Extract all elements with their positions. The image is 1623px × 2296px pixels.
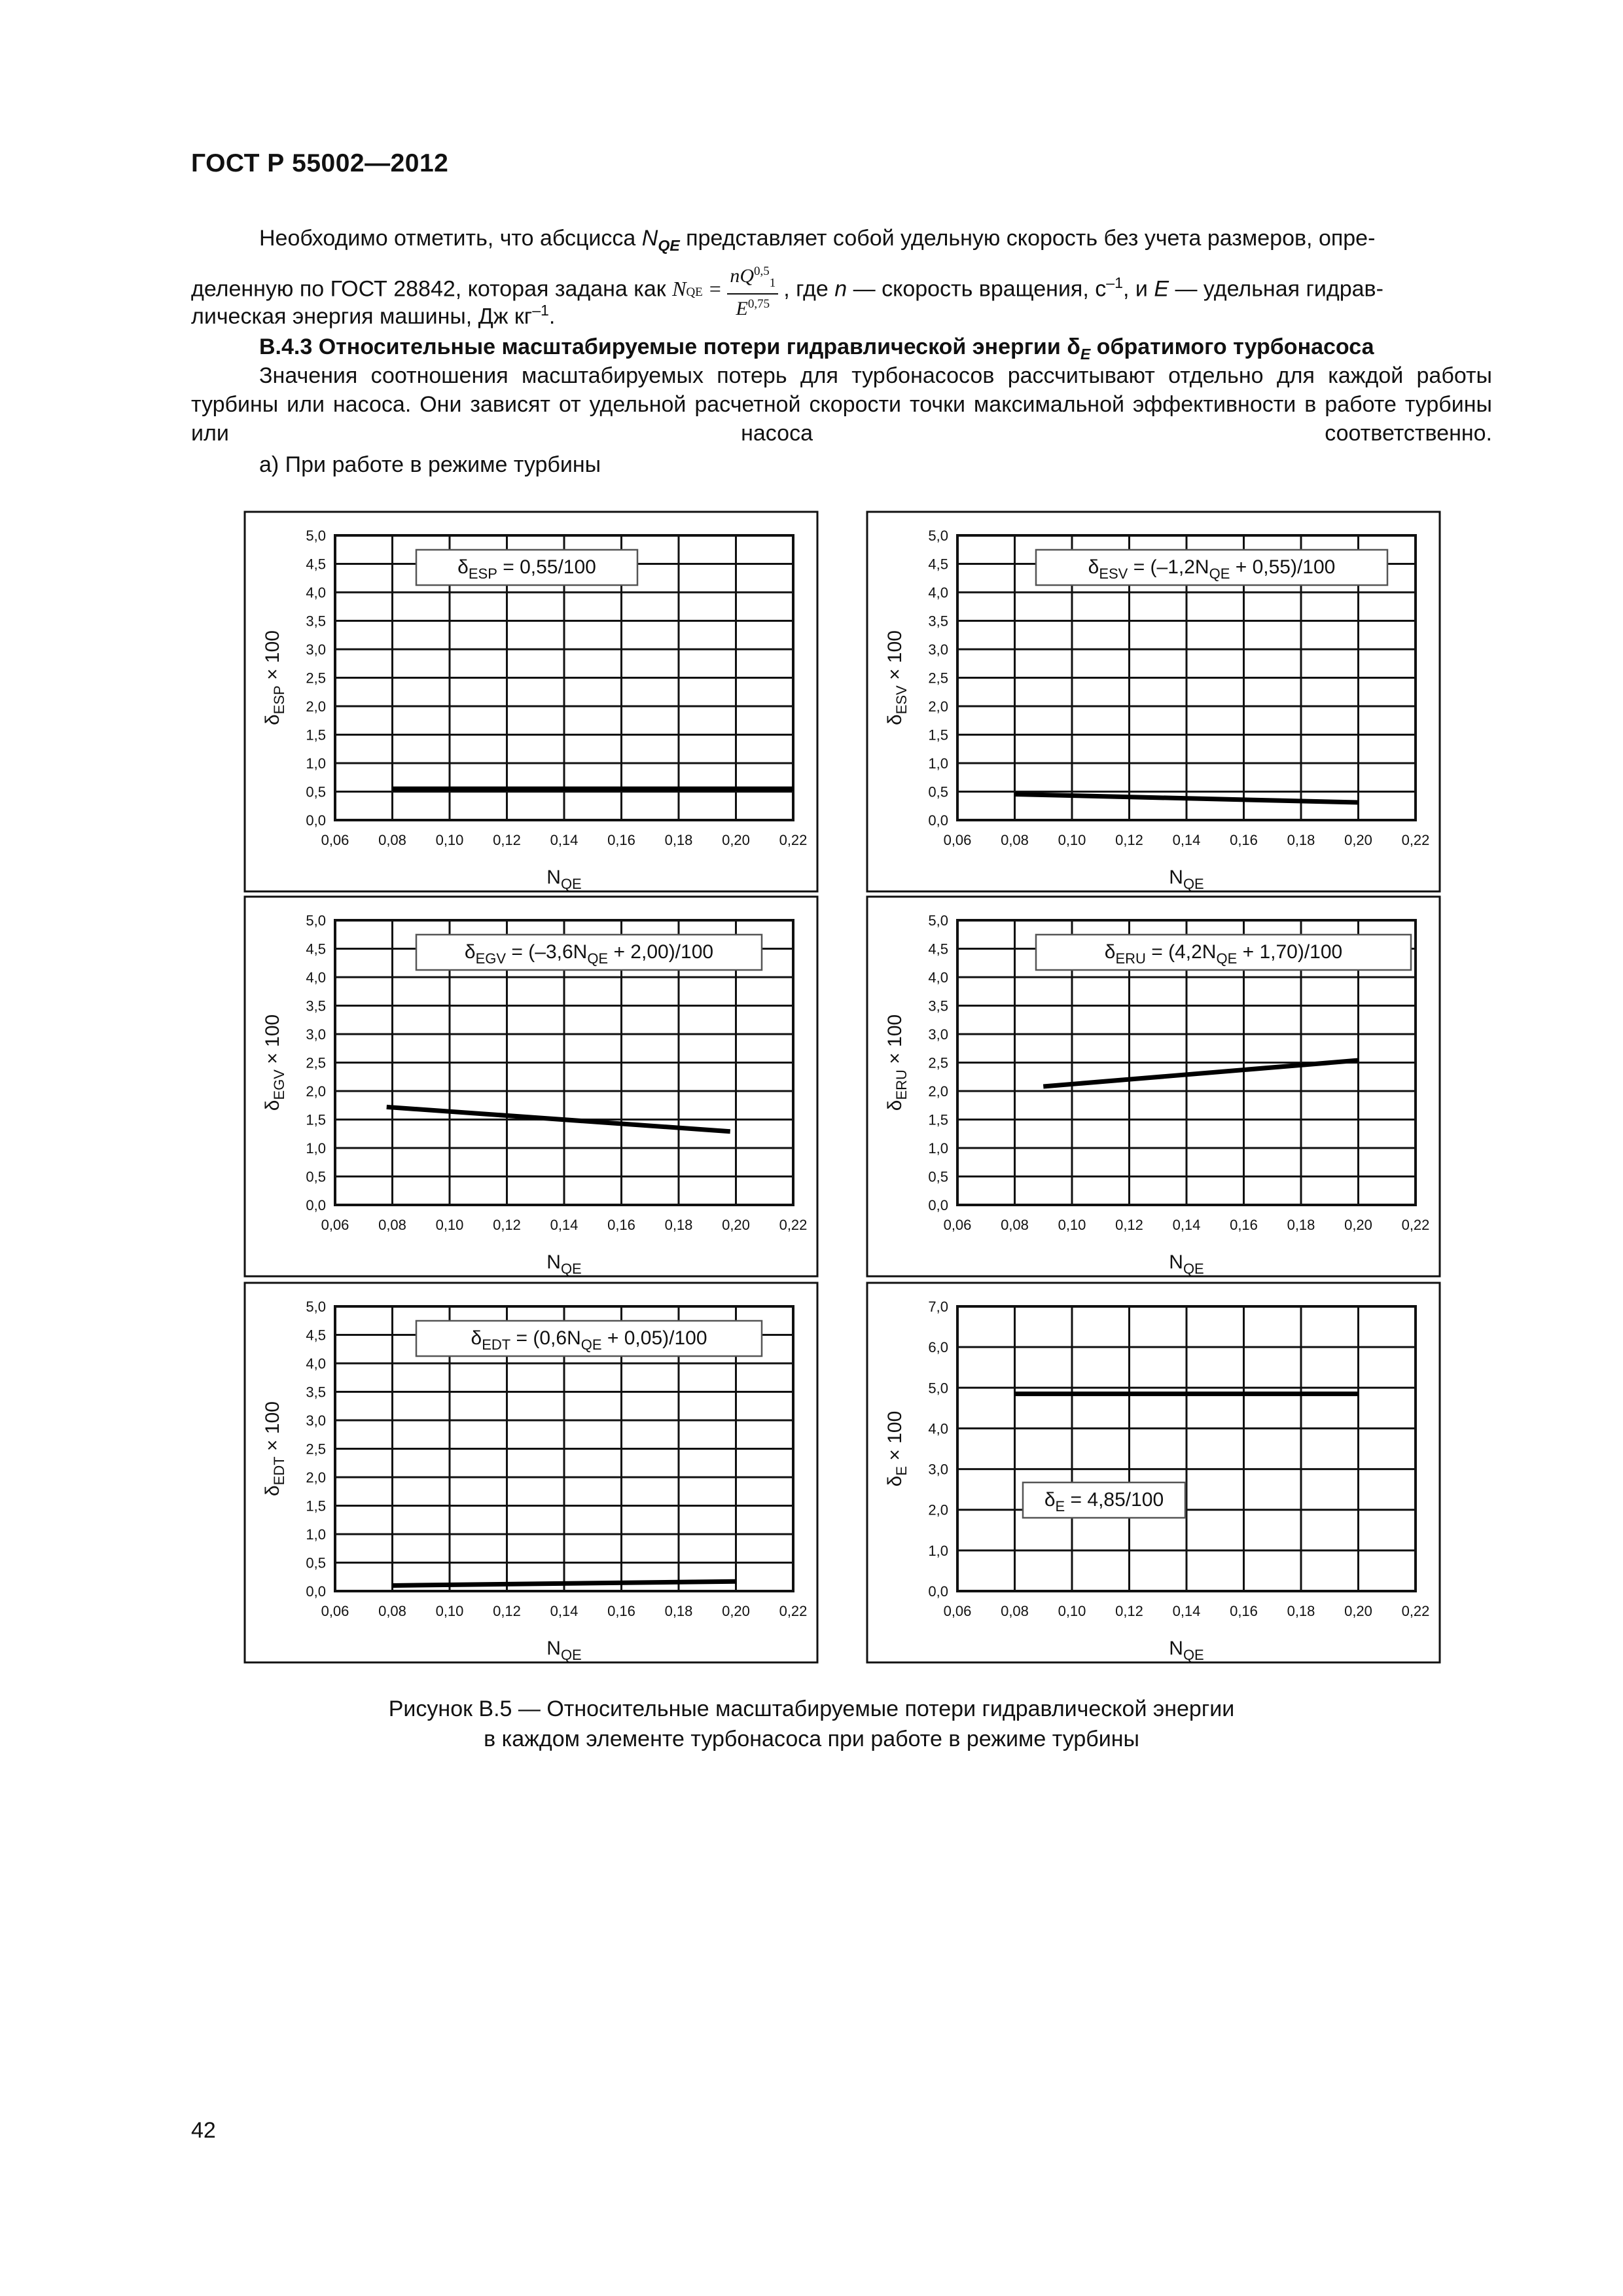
y-tick-label: 0,5: [306, 1168, 326, 1185]
x-tick-label: 0,14: [1172, 1603, 1201, 1619]
x-tick-label: 0,12: [493, 1603, 521, 1619]
y-tick-label: 2,5: [928, 1054, 948, 1071]
list-item-turbine-mode: а) При работе в режиме турбины: [259, 452, 601, 477]
y-tick-label: 4,0: [928, 1420, 948, 1437]
y-tick-label: 1,0: [306, 1526, 326, 1543]
y-tick-label: 1,0: [928, 1542, 948, 1559]
y-tick-label: 0,0: [306, 1197, 326, 1213]
paragraph-loss-ratio: Значения соотношения масштабируемых потерь для турбонасосов рассчитывают отдельно для каждой работы турбины или насоса. Они зависят от удельной расчетной скорости точки максимальной эффективности в работе турбины или насоса соответственно.: [191, 363, 1492, 446]
y-tick-label: 0,5: [306, 783, 326, 800]
x-axis-label: $N_{QE}$: [1169, 867, 1204, 892]
x-tick-label: 0,06: [943, 1217, 972, 1233]
y-axis-label: $\delta_{EGV} \times 100$: [262, 1014, 287, 1111]
y-tick-label: 5,0: [928, 912, 948, 929]
y-tick-label: 2,5: [928, 670, 948, 687]
x-tick-label: 0,14: [1172, 832, 1201, 848]
x-tick-label: 0,14: [1172, 1217, 1201, 1233]
x-tick-label: 0,22: [779, 1217, 808, 1233]
y-tick-label: 5,0: [306, 1299, 326, 1315]
y-tick-label: 1,5: [928, 1111, 948, 1128]
y-tick-label: 4,5: [928, 556, 948, 573]
y-tick-label: 2,0: [928, 698, 948, 715]
legend-text: $\delta_E = 4,85/100$: [1044, 1489, 1164, 1515]
y-axis-label: $\delta_{ESP} \times 100$: [262, 630, 287, 725]
x-tick-label: 0,12: [493, 832, 521, 848]
x-tick-label: 0,22: [779, 1603, 808, 1619]
y-tick-label: 2,0: [306, 1469, 326, 1486]
y-tick-label: 4,5: [306, 1327, 326, 1344]
y-tick-label: 5,0: [306, 912, 326, 929]
y-tick-label: 7,0: [928, 1299, 948, 1315]
x-tick-label: 0,16: [1230, 1217, 1258, 1233]
y-tick-label: 0,0: [928, 1583, 948, 1600]
y-tick-label: 1,0: [306, 755, 326, 772]
x-tick-label: 0,08: [1001, 832, 1029, 848]
x-axis-label: $N_{QE}$: [546, 1251, 582, 1277]
x-axis-label: $N_{QE}$: [546, 867, 582, 892]
y-tick-label: 3,0: [306, 1412, 326, 1429]
chart-eru: [867, 897, 1440, 1277]
x-tick-label: 0,10: [1058, 1217, 1086, 1233]
x-tick-label: 0,18: [664, 1217, 693, 1233]
legend-formula-eru: [1036, 935, 1411, 970]
x-tick-label: 0,12: [1115, 1603, 1143, 1619]
y-tick-label: 4,5: [928, 941, 948, 958]
y-tick-label: 5,0: [928, 1380, 948, 1397]
x-tick-label: 0,10: [435, 1217, 464, 1233]
chart-e: [867, 1283, 1440, 1663]
y-tick-label: 2,0: [306, 698, 326, 715]
x-axis-label: $N_{QE}$: [1169, 1251, 1204, 1277]
legend-formula-egv: [416, 935, 762, 970]
x-tick-label: 0,16: [1230, 832, 1258, 848]
x-tick-label: 0,08: [378, 1217, 406, 1233]
legend-formula-edt: [416, 1321, 762, 1356]
y-tick-label: 0,5: [306, 1554, 326, 1571]
y-tick-label: 2,0: [306, 1083, 326, 1100]
y-tick-label: 6,0: [928, 1339, 948, 1356]
y-tick-label: 1,0: [928, 755, 948, 772]
x-tick-label: 0,10: [435, 832, 464, 848]
y-tick-label: 4,0: [928, 969, 948, 986]
y-tick-label: 3,5: [306, 1384, 326, 1401]
legend-text: $\delta_{EGV} = (-3,6N_{QE} + 2,00)/100$: [464, 941, 714, 967]
paragraph-formula: деленную по ГОСТ 28842, которая задана как NQE = $\frac{nQ^{0,5}_1}{E^{0,75}}$ , где n — скорость вращения, $с^{-1}$, и E — удельная гидрав-: [191, 262, 1492, 319]
x-axis-label: $N_{QE}$: [546, 1638, 582, 1663]
legend-text: $\delta_{ERU} = (4,2N_{QE} + 1,70)/100$: [1104, 941, 1343, 967]
legend-formula-e: [1023, 1482, 1185, 1518]
chart-esp: [245, 512, 817, 892]
y-tick-label: 4,0: [306, 584, 326, 601]
y-tick-label: 2,5: [306, 670, 326, 687]
y-tick-label: 0,0: [928, 812, 948, 829]
x-tick-label: 0,08: [378, 1603, 406, 1619]
legend-text: $\delta_{EDT} = (0,6N_{QE} + 0,05)/100$: [471, 1327, 707, 1353]
y-tick-label: 3,5: [928, 613, 948, 630]
y-tick-label: 4,0: [306, 1355, 326, 1372]
x-tick-label: 0,18: [1287, 832, 1315, 848]
y-tick-label: 2,0: [928, 1083, 948, 1100]
x-tick-label: 0,06: [943, 1603, 972, 1619]
x-tick-label: 0,22: [779, 832, 808, 848]
y-tick-label: 3,0: [928, 1026, 948, 1043]
x-tick-label: 0,10: [435, 1603, 464, 1619]
x-tick-label: 0,22: [1401, 1217, 1430, 1233]
y-tick-label: 2,5: [306, 1054, 326, 1071]
x-tick-label: 0,16: [1230, 1603, 1258, 1619]
y-tick-label: 4,0: [306, 969, 326, 986]
y-axis-label: $\delta_{EDT} \times 100$: [262, 1401, 287, 1496]
x-tick-label: 0,18: [1287, 1603, 1315, 1619]
legend-formula-esv: [1036, 550, 1387, 585]
y-tick-label: 5,0: [306, 528, 326, 544]
y-tick-label: 1,5: [306, 726, 326, 744]
x-tick-label: 0,08: [378, 832, 406, 848]
x-tick-label: 0,18: [664, 1603, 693, 1619]
formula-fraction: $\frac{nQ^{0,5}_1}{E^{0,75}}$: [727, 262, 778, 319]
x-tick-label: 0,20: [1344, 1217, 1372, 1233]
x-tick-label: 0,06: [321, 832, 349, 848]
x-tick-label: 0,22: [1401, 1603, 1430, 1619]
chart-esv: [867, 512, 1440, 892]
x-tick-label: 0,16: [607, 832, 635, 848]
paragraph-abscissa-note: Необходимо отметить, что абсцисса $N_{QE}$ представляет собой удельную скорость без учета размеров, опре-: [259, 226, 1376, 254]
y-tick-label: 0,0: [306, 1583, 326, 1600]
x-tick-label: 0,16: [607, 1603, 635, 1619]
x-tick-label: 0,16: [607, 1217, 635, 1233]
document-header: ГОСТ Р 55002—2012: [191, 149, 449, 177]
x-tick-label: 0,14: [550, 832, 579, 848]
chart-egv: [245, 897, 817, 1277]
x-tick-label: 0,12: [1115, 832, 1143, 848]
x-tick-label: 0,18: [1287, 1217, 1315, 1233]
legend-text: $\delta_{ESV} = (-1,2N_{QE} + 0,55)/100$: [1088, 556, 1336, 582]
x-tick-label: 0,20: [722, 1217, 750, 1233]
x-tick-label: 0,08: [1001, 1217, 1029, 1233]
y-tick-label: 1,5: [306, 1498, 326, 1515]
x-tick-label: 0,06: [321, 1603, 349, 1619]
chart-edt: [245, 1283, 817, 1663]
y-tick-label: 2,5: [306, 1441, 326, 1458]
y-axis-label: $\delta_{ESV} \times 100$: [884, 630, 910, 725]
y-tick-label: 3,5: [306, 613, 326, 630]
y-axis-label: $\delta_{ERU} \times 100$: [884, 1014, 910, 1111]
legend-formula-esp: [416, 550, 637, 585]
x-tick-label: 0,20: [722, 1603, 750, 1619]
y-tick-label: 4,5: [306, 941, 326, 958]
figure-caption-line-2: в каждом элементе турбонасоса при работе в режиме турбины: [484, 1727, 1139, 1751]
section-heading-b43: B.4.3 Относительные масштабируемые потери гидравлической энергии $\delta_E$ обратимого турбонасоса: [259, 334, 1374, 363]
y-tick-label: 0,0: [306, 812, 326, 829]
y-tick-label: 0,5: [928, 1168, 948, 1185]
x-tick-label: 0,10: [1058, 1603, 1086, 1619]
x-tick-label: 0,06: [321, 1217, 349, 1233]
x-tick-label: 0,18: [664, 832, 693, 848]
y-tick-label: 4,5: [306, 556, 326, 573]
y-tick-label: 3,0: [306, 641, 326, 658]
x-axis-label: $N_{QE}$: [1169, 1638, 1204, 1663]
y-tick-label: 3,5: [306, 997, 326, 1014]
y-tick-label: 1,0: [928, 1140, 948, 1157]
y-tick-label: 1,5: [928, 726, 948, 744]
y-tick-label: 0,0: [928, 1197, 948, 1213]
y-tick-label: 4,0: [928, 584, 948, 601]
x-tick-label: 0,20: [1344, 1603, 1372, 1619]
x-tick-label: 0,06: [943, 832, 972, 848]
y-tick-label: 3,0: [306, 1026, 326, 1043]
paragraph-energy-units: лическая энергия машины, Дж $кг^{-1}$.: [191, 302, 556, 329]
legend-text: $\delta_{ESP} = 0,55/100$: [457, 556, 596, 582]
x-tick-label: 0,12: [493, 1217, 521, 1233]
figure-caption-line-1: Рисунок В.5 — Относительные масштабируемые потери гидравлической энергии: [388, 1696, 1235, 1721]
y-axis-label: $\delta_E \times 100$: [884, 1410, 910, 1487]
x-tick-label: 0,20: [722, 832, 750, 848]
y-tick-label: 2,0: [928, 1501, 948, 1518]
x-tick-label: 0,22: [1401, 832, 1430, 848]
x-tick-label: 0,10: [1058, 832, 1086, 848]
page-number: 42: [191, 2118, 216, 2143]
y-tick-label: 3,0: [928, 1461, 948, 1478]
y-tick-label: 1,5: [306, 1111, 326, 1128]
y-tick-label: 3,0: [928, 641, 948, 658]
y-tick-label: 5,0: [928, 528, 948, 544]
formula-lhs: NQE =: [672, 277, 722, 301]
x-tick-label: 0,08: [1001, 1603, 1029, 1619]
x-tick-label: 0,12: [1115, 1217, 1143, 1233]
y-tick-label: 0,5: [928, 783, 948, 800]
x-tick-label: 0,14: [550, 1217, 579, 1233]
x-tick-label: 0,20: [1344, 832, 1372, 848]
y-tick-label: 3,5: [928, 997, 948, 1014]
y-tick-label: 1,0: [306, 1140, 326, 1157]
x-tick-label: 0,14: [550, 1603, 579, 1619]
